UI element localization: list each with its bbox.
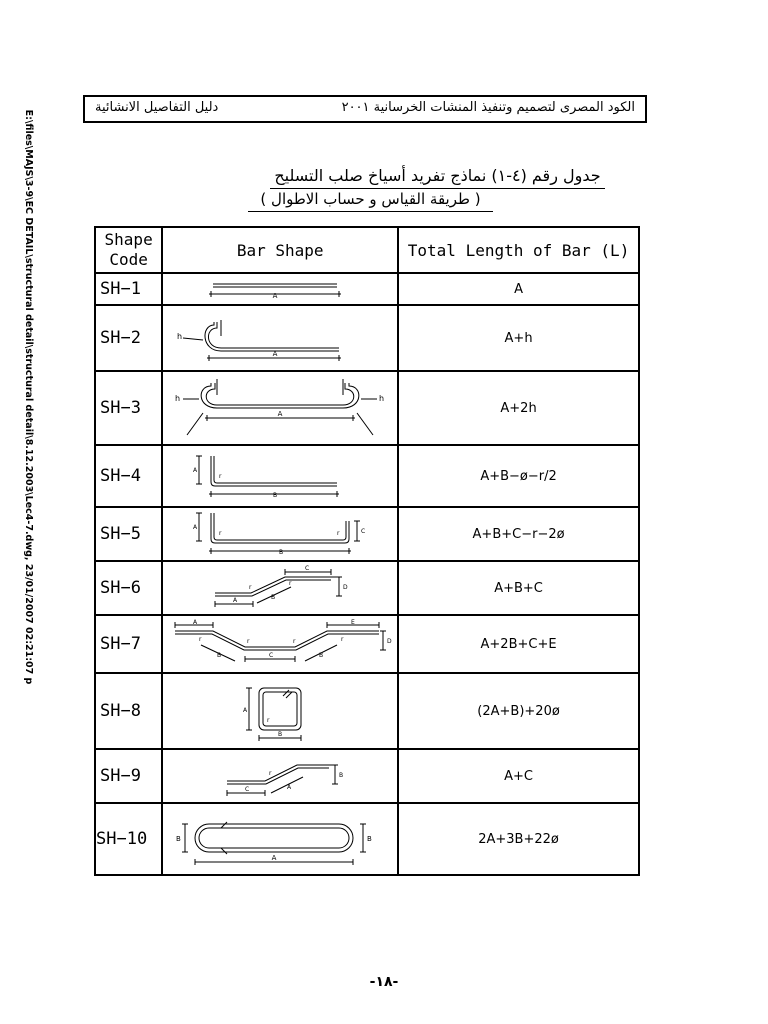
- dimension-label: A: [193, 524, 198, 531]
- header-right-text: الكود المصرى لتصميم وتنفيذ المنشات الخرسانية ٢٠٠١: [341, 100, 635, 115]
- dimension-label: A: [271, 854, 277, 862]
- dimension-label: r: [219, 530, 222, 537]
- dimension-label: A: [233, 597, 238, 604]
- shape-code: SH−7: [95, 615, 162, 673]
- total-length: A: [398, 273, 639, 305]
- dimension-label: B: [217, 652, 222, 659]
- dimension-label: C: [305, 565, 310, 572]
- bar-shape-drawing: [162, 507, 398, 561]
- dimension-label: h: [175, 394, 181, 403]
- dimension-label: B: [273, 492, 278, 499]
- dimension-label: A: [287, 784, 292, 791]
- bar-shape-drawing: [162, 615, 398, 673]
- page-header: [83, 95, 647, 123]
- header-total-length: Total Length of Bar (L): [398, 227, 639, 273]
- shape-code: SH−8: [95, 673, 162, 749]
- dimension-label: D: [343, 584, 348, 591]
- subtitle-underline: [248, 211, 493, 212]
- table-row: [95, 273, 639, 305]
- shape-code: SH−4: [95, 445, 162, 507]
- title-underline: [270, 188, 605, 189]
- shape-code: SH−10: [95, 803, 162, 875]
- table-subtitle: ( طريقة القياس و حساب الاطوال ): [260, 190, 481, 208]
- dimension-label: B: [339, 772, 344, 779]
- total-length: (2A+B)+20ø: [398, 673, 639, 749]
- header-bar-shape: Bar Shape: [162, 227, 398, 273]
- bar-shape-drawing: [162, 561, 398, 615]
- shape-code: SH−9: [95, 749, 162, 803]
- dimension-label: B: [279, 549, 284, 556]
- total-length: A+h: [398, 305, 639, 371]
- bar-shape-drawing: [162, 803, 398, 875]
- total-length: A+2B+C+E: [398, 615, 639, 673]
- bar-shape-drawing: [162, 749, 398, 803]
- shape-code: SH−2: [95, 305, 162, 371]
- header-left-text: دليل التفاصيل الانشائية: [95, 100, 219, 115]
- table-title: جدول رقم (٤-١) نماذج تفريد أسياخ صلب التسليح: [274, 166, 601, 185]
- header-shape-code: Shape Code: [95, 227, 162, 273]
- total-length: 2A+3B+22ø: [398, 803, 639, 875]
- dimension-label: B: [271, 594, 276, 601]
- table-header-row: [95, 227, 639, 273]
- dimension-label: h: [177, 332, 183, 341]
- bar-shape-drawing: [162, 273, 398, 305]
- dimension-label: r: [247, 638, 250, 645]
- shape-code: SH−1: [95, 273, 162, 305]
- dimension-label: B: [367, 835, 372, 843]
- table-row: [95, 615, 639, 673]
- bar-shape-drawing: [162, 445, 398, 507]
- table-row: [95, 749, 639, 803]
- dimension-label: B: [278, 731, 283, 738]
- total-length: A+2h: [398, 371, 639, 445]
- dimension-label: C: [245, 786, 250, 793]
- total-length: A+B+C: [398, 561, 639, 615]
- table-row: [95, 305, 639, 371]
- shape-code: SH−3: [95, 371, 162, 445]
- table-row: [95, 673, 639, 749]
- bar-shapes-table: [94, 226, 640, 876]
- dimension-label: A: [243, 707, 248, 714]
- dim-label-a: A: [272, 292, 278, 300]
- dimension-label: D: [387, 638, 392, 645]
- dimension-label: r: [269, 770, 272, 777]
- table-row: [95, 803, 639, 875]
- dimension-label: C: [361, 528, 366, 535]
- dimension-label: B: [176, 835, 181, 843]
- table-row: [95, 507, 639, 561]
- dimension-label: r: [289, 580, 292, 587]
- dimension-label: r: [219, 473, 222, 480]
- table-row: [95, 445, 639, 507]
- table-row: [95, 371, 639, 445]
- dimension-label: r: [249, 584, 252, 591]
- dimension-label: r: [267, 717, 270, 724]
- total-length: A+B−ø−r/2: [398, 445, 639, 507]
- dimension-label: A: [193, 619, 198, 626]
- table-row: [95, 561, 639, 615]
- dimension-label: h: [379, 394, 385, 403]
- page-number: -١٨-: [369, 974, 399, 990]
- dimension-label: r: [293, 638, 296, 645]
- total-length: A+C: [398, 749, 639, 803]
- dimension-label: A: [193, 467, 198, 474]
- dimension-label: r: [337, 530, 340, 537]
- bar-shape-drawing: [162, 305, 398, 371]
- dimension-label: A: [277, 410, 283, 418]
- dimension-label: C: [269, 652, 274, 659]
- file-path-side-text: E:\files\MAJS\3-9\EC DETAIL\structural detail\structural detail\8.12.2003\Lec4-7.dwg, 23/01/2007 02:21:07 p: [23, 109, 34, 685]
- total-length: A+B+C−r−2ø: [398, 507, 639, 561]
- dimension-label: B: [319, 652, 324, 659]
- dimension-label: A: [272, 350, 278, 358]
- shape-code: SH−5: [95, 507, 162, 561]
- dimension-label: r: [199, 636, 202, 643]
- dimension-label: E: [351, 619, 355, 626]
- dimension-label: r: [341, 636, 344, 643]
- shape-code: SH−6: [95, 561, 162, 615]
- bar-shape-drawing: [162, 371, 398, 445]
- bar-shape-drawing: [162, 673, 398, 749]
